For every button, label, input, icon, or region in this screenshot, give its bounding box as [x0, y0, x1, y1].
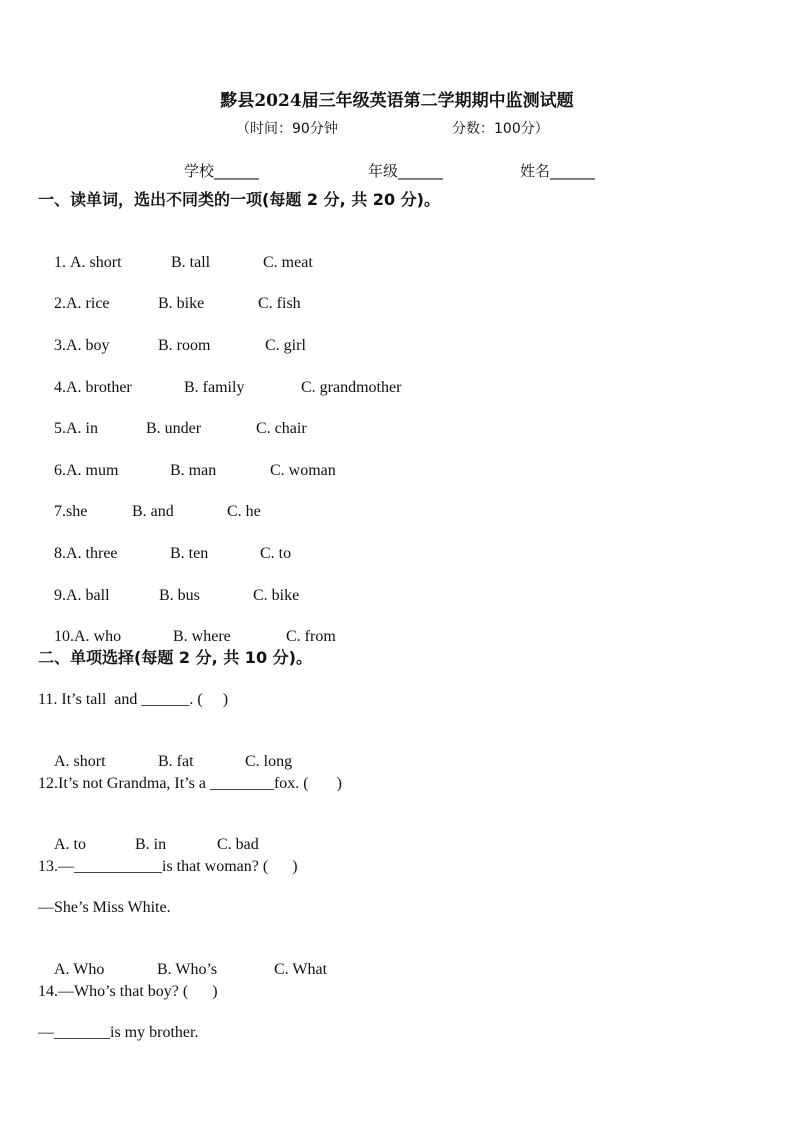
option-c: C. fish [258, 295, 301, 312]
option-b: B. and [132, 503, 174, 520]
name-field: 姓名______ [520, 162, 596, 180]
question-13-answer-line: —She’s Miss White. [38, 899, 171, 916]
option-c: C. grandmother [301, 379, 402, 396]
grade-field: 年级______ [368, 162, 444, 180]
question-number: 10. [54, 628, 74, 645]
option-b: B. bus [159, 587, 200, 604]
option-b: B. under [146, 420, 202, 437]
option-b: B. bike [158, 295, 205, 312]
option-a: A. to [54, 836, 86, 853]
option-b: B. in [135, 836, 167, 853]
option-b: B. ten [170, 545, 209, 562]
question-number: 9. [54, 587, 66, 604]
option-a: A. mum [66, 462, 119, 479]
school-field: 学校______ [184, 162, 260, 180]
question-14: 14.—Who’s that boy? ( ) [38, 983, 218, 1000]
option-a: A. ball [66, 587, 110, 604]
option-c: C. chair [256, 420, 307, 437]
option-a: A. short [70, 254, 122, 271]
option-c: C. from [286, 628, 336, 645]
section-2-heading: 二、单项选择(每题 2 分, 共 10 分)。 [38, 648, 312, 667]
question-number: 2. [54, 295, 66, 312]
question-12: 12.It’s not Grandma, It’s a ________fox. ( ) [38, 775, 342, 792]
score-info: 分数：100分） [452, 121, 549, 137]
question-number: 3. [54, 337, 66, 354]
option-c: C. bad [217, 836, 259, 853]
question-13: 13.—___________is that woman? ( ) [38, 858, 298, 875]
option-a: A. brother [66, 379, 132, 396]
option-c: C. woman [270, 462, 336, 479]
option-c: C. meat [263, 254, 313, 271]
option-b: B. family [184, 379, 245, 396]
question-number: 1. [54, 254, 70, 271]
option-a: A. in [66, 420, 98, 437]
option-a: A. boy [66, 337, 110, 354]
option-c: C. girl [265, 337, 306, 354]
time-info: （时间：90分钟 [236, 121, 338, 137]
question-number: 8. [54, 545, 66, 562]
question-11: 11. It’s tall and ______. ( ) [38, 691, 229, 708]
option-a: A. who [74, 628, 122, 645]
option-c: C. bike [253, 587, 300, 604]
option-a: A. three [66, 545, 118, 562]
option-a: A. rice [66, 295, 110, 312]
page-title: 黟县2024届三年级英语第二学期期中监测试题 [220, 91, 574, 111]
question-number: 6. [54, 462, 66, 479]
section-1-heading: 一、读单词，选出不同类的一项(每题 2 分, 共 20 分)。 [38, 190, 440, 209]
option-c: C. What [274, 961, 328, 978]
option-b: B. man [170, 462, 217, 479]
option-b: B. Who’s [157, 961, 218, 978]
question-number: 4. [54, 379, 66, 396]
option-b: B. where [173, 628, 231, 645]
option-a: she [66, 503, 88, 520]
option-a: A. Who [54, 961, 105, 978]
option-c: C. he [227, 503, 261, 520]
option-b: B. room [158, 337, 211, 354]
option-b: B. tall [171, 254, 211, 271]
question-number: 7. [54, 503, 66, 520]
question-14-answer-line: —_______is my brother. [38, 1024, 199, 1041]
option-c: C. long [245, 753, 293, 770]
question-number: 5. [54, 420, 66, 437]
option-c: C. to [260, 545, 292, 562]
option-a: A. short [54, 753, 106, 770]
option-b: B. fat [158, 753, 194, 770]
